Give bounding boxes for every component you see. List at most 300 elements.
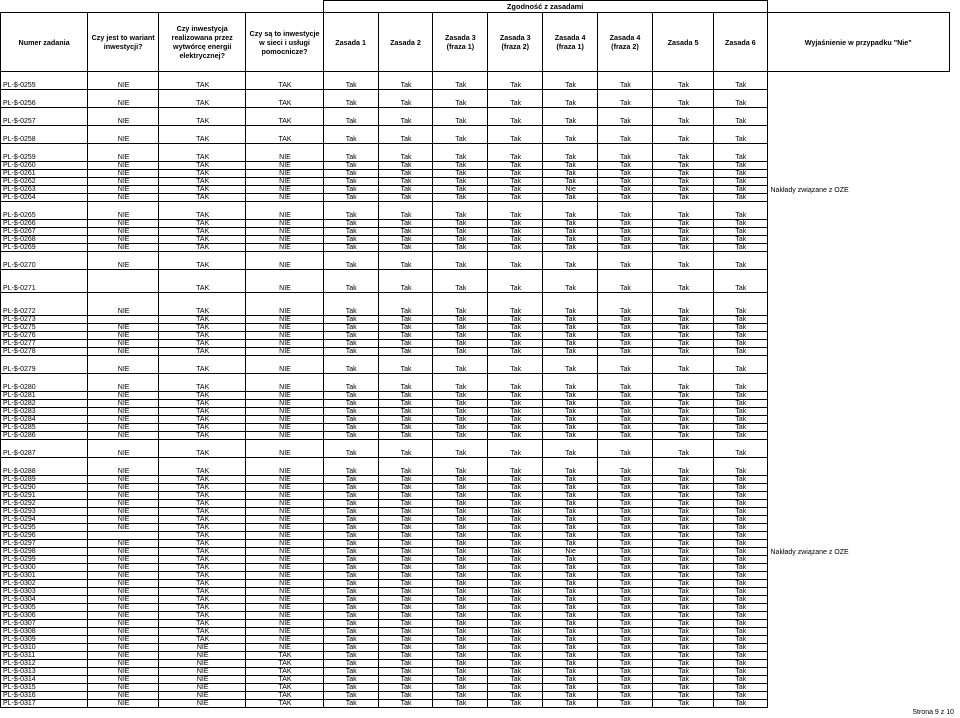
table-row <box>1 572 950 580</box>
value-cell: NIE <box>88 340 159 348</box>
value-cell: Tak <box>543 612 598 620</box>
value-cell: Tak <box>652 374 713 392</box>
value-cell: Tak <box>598 548 653 556</box>
value-cell: Tak <box>714 162 767 170</box>
task-id-cell: PL-$-0277 <box>1 340 88 348</box>
value-cell: Tak <box>543 644 598 652</box>
task-id-cell: PL-$-0308 <box>1 628 88 636</box>
value-cell: NIE <box>88 236 159 244</box>
value-cell: Tak <box>378 660 433 668</box>
value-cell: Tak <box>433 252 488 270</box>
value-cell: Tak <box>488 440 543 458</box>
value-cell: NIE <box>159 660 246 668</box>
value-cell: TAK <box>159 492 246 500</box>
value-cell: TAK <box>159 588 246 596</box>
value-cell: NIE <box>246 500 323 508</box>
value-cell: Tak <box>433 556 488 564</box>
value-cell: Tak <box>714 458 767 476</box>
value-cell: Tak <box>543 90 598 108</box>
value-cell: Tak <box>488 324 543 332</box>
value-cell: Tak <box>714 580 767 588</box>
value-cell: Tak <box>323 492 378 500</box>
value-cell: TAK <box>159 340 246 348</box>
value-cell: NIE <box>246 270 323 293</box>
value-cell: Tak <box>433 620 488 628</box>
value-cell: NIE <box>88 548 159 556</box>
value-cell: Tak <box>652 524 713 532</box>
value-cell: Tak <box>598 162 653 170</box>
value-cell: Tak <box>714 564 767 572</box>
value-cell: Tak <box>598 588 653 596</box>
value-cell: Tak <box>598 492 653 500</box>
value-cell: Tak <box>433 90 488 108</box>
value-cell: Tak <box>598 580 653 588</box>
value-cell: Tak <box>598 340 653 348</box>
value-cell: NIE <box>88 170 159 178</box>
value-cell: Tak <box>323 684 378 692</box>
value-cell: NIE <box>246 162 323 170</box>
value-cell: Tak <box>652 316 713 324</box>
task-id-cell: PL-$-0303 <box>1 588 88 596</box>
task-id-cell: PL-$-0273 <box>1 316 88 324</box>
value-cell: Tak <box>543 676 598 684</box>
value-cell: TAK <box>159 332 246 340</box>
value-cell: Tak <box>543 556 598 564</box>
value-cell: Tak <box>323 416 378 424</box>
value-cell: TAK <box>159 324 246 332</box>
value-cell: Tak <box>598 252 653 270</box>
value-cell: Tak <box>433 676 488 684</box>
value-cell: NIE <box>246 194 323 202</box>
value-cell: Tak <box>323 524 378 532</box>
value-cell: Tak <box>378 220 433 228</box>
value-cell: Tak <box>652 508 713 516</box>
value-cell: Tak <box>714 440 767 458</box>
value-cell: Tak <box>714 644 767 652</box>
value-cell: Tak <box>543 332 598 340</box>
value-cell: Tak <box>714 596 767 604</box>
value-cell <box>88 316 159 324</box>
value-cell: Tak <box>323 144 378 162</box>
value-cell: Tak <box>714 340 767 348</box>
value-cell: NIE <box>246 564 323 572</box>
value-cell: Tak <box>488 508 543 516</box>
value-cell: Tak <box>433 628 488 636</box>
value-cell: Tak <box>543 72 598 90</box>
value-cell: NIE <box>88 580 159 588</box>
explanation-cell: Nakłady związane z OZE <box>770 548 849 556</box>
value-cell: Tak <box>433 108 488 126</box>
value-cell: TAK <box>159 316 246 324</box>
value-cell: NIE <box>88 72 159 90</box>
explanation-cell <box>767 508 950 516</box>
value-cell: Tak <box>652 556 713 564</box>
value-cell: Tak <box>433 484 488 492</box>
value-cell: Tak <box>488 400 543 408</box>
explanation-cell <box>767 700 950 708</box>
value-cell: TAK <box>159 604 246 612</box>
explanation-cell <box>767 556 950 564</box>
value-cell: Tak <box>652 692 713 700</box>
table-row <box>1 340 950 348</box>
value-cell: Tak <box>714 348 767 356</box>
task-id-cell: PL-$-0260 <box>1 162 88 170</box>
value-cell: NIE <box>246 620 323 628</box>
value-cell: TAK <box>159 108 246 126</box>
explanation-cell <box>767 636 950 644</box>
value-cell: Tak <box>488 556 543 564</box>
value-cell: NIE <box>88 500 159 508</box>
value-cell: Tak <box>652 126 713 144</box>
value-cell: Tak <box>714 356 767 374</box>
explanation-cell <box>767 332 950 340</box>
value-cell: Tak <box>714 186 767 194</box>
task-id-cell: PL-$-0299 <box>1 556 88 564</box>
value-cell: Tak <box>652 108 713 126</box>
value-cell: TAK <box>159 500 246 508</box>
value-cell: Tak <box>433 144 488 162</box>
value-cell: Tak <box>652 236 713 244</box>
value-cell: NIE <box>246 348 323 356</box>
value-cell: Tak <box>652 676 713 684</box>
table-row <box>1 508 950 516</box>
value-cell: Tak <box>543 324 598 332</box>
value-cell: Tak <box>714 270 767 293</box>
explanation-cell <box>767 162 950 170</box>
value-cell: Tak <box>488 652 543 660</box>
value-cell: NIE <box>246 596 323 604</box>
table-row <box>1 348 950 356</box>
table-row <box>1 564 950 572</box>
value-cell: Tak <box>433 186 488 194</box>
value-cell: Tak <box>598 612 653 620</box>
value-cell: NIE <box>88 604 159 612</box>
value-cell: Tak <box>598 236 653 244</box>
value-cell: Tak <box>714 126 767 144</box>
value-cell: TAK <box>246 652 323 660</box>
explanation-cell <box>767 424 950 432</box>
value-cell: Tak <box>378 484 433 492</box>
value-cell: Tak <box>378 596 433 604</box>
value-cell: Tak <box>488 194 543 202</box>
value-cell: TAK <box>159 572 246 580</box>
value-cell: NIE <box>246 432 323 440</box>
value-cell: Tak <box>378 652 433 660</box>
task-id-cell: PL-$-0298 <box>1 548 88 556</box>
value-cell: TAK <box>159 612 246 620</box>
value-cell: Tak <box>488 700 543 708</box>
task-id-cell: PL-$-0301 <box>1 572 88 580</box>
value-cell: Tak <box>543 162 598 170</box>
value-cell: Tak <box>378 524 433 532</box>
value-cell <box>88 532 159 540</box>
value-cell: TAK <box>159 170 246 178</box>
value-cell: TAK <box>159 508 246 516</box>
task-id-cell: PL-$-0310 <box>1 644 88 652</box>
column-header: Zasada 4 (fraza 1) <box>543 13 598 72</box>
value-cell: Tak <box>488 548 543 556</box>
column-header: Czy inwestycja realizowana przez wytwórcę energii elektrycznej? <box>159 13 246 72</box>
value-cell: Tak <box>543 572 598 580</box>
value-cell: Tak <box>543 340 598 348</box>
value-cell: Tak <box>378 516 433 524</box>
table-row <box>1 644 950 652</box>
value-cell: Tak <box>598 684 653 692</box>
value-cell: Tak <box>433 348 488 356</box>
value-cell: TAK <box>159 540 246 548</box>
value-cell: Tak <box>543 244 598 252</box>
explanation-cell <box>767 144 950 162</box>
value-cell: TAK <box>159 293 246 316</box>
value-cell: Tak <box>543 144 598 162</box>
value-cell: Tak <box>598 596 653 604</box>
explanation-cell <box>767 476 950 484</box>
value-cell: NIE <box>246 252 323 270</box>
table-row <box>1 400 950 408</box>
value-cell: Tak <box>323 332 378 340</box>
value-cell: Tak <box>378 556 433 564</box>
table-row <box>1 500 950 508</box>
task-id-cell: PL-$-0255 <box>1 72 88 90</box>
value-cell: Tak <box>323 356 378 374</box>
value-cell: NIE <box>88 244 159 252</box>
value-cell: NIE <box>88 556 159 564</box>
value-cell: Tak <box>543 236 598 244</box>
table-row <box>1 652 950 660</box>
value-cell: Tak <box>323 194 378 202</box>
value-cell: Tak <box>323 612 378 620</box>
value-cell: TAK <box>159 126 246 144</box>
value-cell: Tak <box>488 332 543 340</box>
value-cell: Tak <box>714 652 767 660</box>
value-cell: Tak <box>378 374 433 392</box>
value-cell: Tak <box>488 660 543 668</box>
table-row <box>1 692 950 700</box>
explanation-cell <box>767 580 950 588</box>
value-cell: Tak <box>323 270 378 293</box>
value-cell: Tak <box>652 72 713 90</box>
value-cell: Tak <box>323 628 378 636</box>
value-cell: Tak <box>598 244 653 252</box>
value-cell: Tak <box>714 572 767 580</box>
explanation-cell <box>767 644 950 652</box>
task-id-cell: PL-$-0281 <box>1 392 88 400</box>
value-cell: Nie <box>543 186 598 194</box>
value-cell: NIE <box>88 700 159 708</box>
value-cell: Tak <box>323 186 378 194</box>
value-cell: Tak <box>652 612 713 620</box>
explanation-cell <box>767 178 950 186</box>
table-row <box>1 700 950 708</box>
value-cell: Tak <box>598 564 653 572</box>
task-id-cell: PL-$-0283 <box>1 408 88 416</box>
value-cell: NIE <box>88 400 159 408</box>
value-cell: Tak <box>543 170 598 178</box>
task-id-cell: PL-$-0262 <box>1 178 88 186</box>
value-cell: Tak <box>488 424 543 432</box>
value-cell: Tak <box>652 684 713 692</box>
explanation-cell <box>767 348 950 356</box>
value-cell: TAK <box>246 692 323 700</box>
value-cell: TAK <box>159 374 246 392</box>
value-cell: NIE <box>246 324 323 332</box>
task-id-cell: PL-$-0314 <box>1 676 88 684</box>
value-cell: Tak <box>378 564 433 572</box>
table-row <box>1 108 950 126</box>
value-cell: Tak <box>378 588 433 596</box>
value-cell: Tak <box>378 604 433 612</box>
value-cell: Tak <box>433 400 488 408</box>
value-cell: Tak <box>323 532 378 540</box>
value-cell: Tak <box>598 90 653 108</box>
table-row <box>1 416 950 424</box>
task-id-cell: PL-$-0289 <box>1 476 88 484</box>
value-cell: Tak <box>378 194 433 202</box>
value-cell: Tak <box>378 572 433 580</box>
value-cell: Tak <box>598 628 653 636</box>
value-cell: Tak <box>652 668 713 676</box>
value-cell: TAK <box>159 596 246 604</box>
value-cell: Tak <box>543 532 598 540</box>
value-cell: Tak <box>433 492 488 500</box>
value-cell: NIE <box>88 612 159 620</box>
value-cell: NIE <box>246 170 323 178</box>
value-cell: Tak <box>598 400 653 408</box>
value-cell: NIE <box>246 508 323 516</box>
value-cell: Tak <box>488 572 543 580</box>
value-cell: Tak <box>378 408 433 416</box>
value-cell: NIE <box>88 636 159 644</box>
explanation-cell <box>767 620 950 628</box>
value-cell: Tak <box>714 676 767 684</box>
value-cell: Tak <box>598 476 653 484</box>
table-row <box>1 72 950 90</box>
value-cell: Tak <box>714 316 767 324</box>
value-cell: Tak <box>543 293 598 316</box>
value-cell: Tak <box>378 700 433 708</box>
value-cell: TAK <box>159 348 246 356</box>
value-cell: Tak <box>543 564 598 572</box>
value-cell: NIE <box>88 162 159 170</box>
value-cell: TAK <box>159 236 246 244</box>
table-row <box>1 252 950 270</box>
value-cell: Tak <box>714 332 767 340</box>
value-cell: Tak <box>488 596 543 604</box>
value-cell: Tak <box>488 178 543 186</box>
value-cell: NIE <box>88 476 159 484</box>
task-id-cell: PL-$-0271 <box>1 270 88 293</box>
value-cell: Tak <box>714 194 767 202</box>
value-cell: Tak <box>378 458 433 476</box>
value-cell: Tak <box>598 186 653 194</box>
value-cell: Tak <box>433 178 488 186</box>
value-cell: NIE <box>88 408 159 416</box>
value-cell: Tak <box>488 186 543 194</box>
value-cell: Tak <box>433 508 488 516</box>
value-cell: Tak <box>323 540 378 548</box>
task-id-cell: PL-$-0261 <box>1 170 88 178</box>
table-row <box>1 194 950 202</box>
value-cell: Tak <box>714 170 767 178</box>
explanation-cell <box>767 684 950 692</box>
explanation-cell <box>767 500 950 508</box>
value-cell: Tak <box>378 508 433 516</box>
value-cell: Tak <box>488 270 543 293</box>
explanation-cell <box>767 374 950 392</box>
value-cell: NIE <box>88 228 159 236</box>
value-cell: TAK <box>159 458 246 476</box>
value-cell: TAK <box>159 252 246 270</box>
value-cell: NIE <box>88 332 159 340</box>
value-cell: Tak <box>378 72 433 90</box>
value-cell: Tak <box>488 416 543 424</box>
value-cell: Tak <box>378 170 433 178</box>
value-cell: Tak <box>378 692 433 700</box>
value-cell: Tak <box>543 628 598 636</box>
value-cell: Tak <box>652 500 713 508</box>
value-cell: Tak <box>714 668 767 676</box>
table-row <box>1 293 950 316</box>
task-id-cell: PL-$-0257 <box>1 108 88 126</box>
value-cell: Tak <box>598 316 653 324</box>
value-cell: Tak <box>323 408 378 416</box>
value-cell: TAK <box>159 90 246 108</box>
value-cell: Tak <box>714 476 767 484</box>
value-cell: Tak <box>543 424 598 432</box>
value-cell: Tak <box>598 484 653 492</box>
value-cell: Tak <box>433 244 488 252</box>
value-cell: NIE <box>246 484 323 492</box>
value-cell: NIE <box>246 604 323 612</box>
value-cell: Tak <box>714 524 767 532</box>
value-cell: Tak <box>543 540 598 548</box>
task-id-cell: PL-$-0288 <box>1 458 88 476</box>
value-cell: Tak <box>714 228 767 236</box>
value-cell: NIE <box>159 692 246 700</box>
explanation-cell <box>767 596 950 604</box>
value-cell: Tak <box>378 186 433 194</box>
table-row <box>1 162 950 170</box>
value-cell: Tak <box>488 692 543 700</box>
value-cell: Tak <box>598 332 653 340</box>
value-cell: Tak <box>323 108 378 126</box>
task-id-cell: PL-$-0279 <box>1 356 88 374</box>
value-cell: Tak <box>598 144 653 162</box>
task-id-cell: PL-$-0259 <box>1 144 88 162</box>
value-cell: Tak <box>378 270 433 293</box>
value-cell: Tak <box>433 194 488 202</box>
value-cell: Tak <box>433 416 488 424</box>
task-id-cell: PL-$-0290 <box>1 484 88 492</box>
task-id-cell: PL-$-0292 <box>1 500 88 508</box>
value-cell: Tak <box>714 660 767 668</box>
task-id-cell: PL-$-0266 <box>1 220 88 228</box>
explanation-cell <box>767 220 950 228</box>
value-cell: Tak <box>433 596 488 604</box>
table-row <box>1 186 950 194</box>
task-id-cell: PL-$-0286 <box>1 432 88 440</box>
table-row <box>1 516 950 524</box>
value-cell: Tak <box>378 324 433 332</box>
value-cell: Tak <box>488 458 543 476</box>
explanation-cell <box>767 108 950 126</box>
value-cell: Tak <box>378 340 433 348</box>
value-cell: Tak <box>598 108 653 126</box>
value-cell: Tak <box>378 316 433 324</box>
value-cell: Tak <box>323 652 378 660</box>
value-cell: Tak <box>598 620 653 628</box>
table-row <box>1 178 950 186</box>
